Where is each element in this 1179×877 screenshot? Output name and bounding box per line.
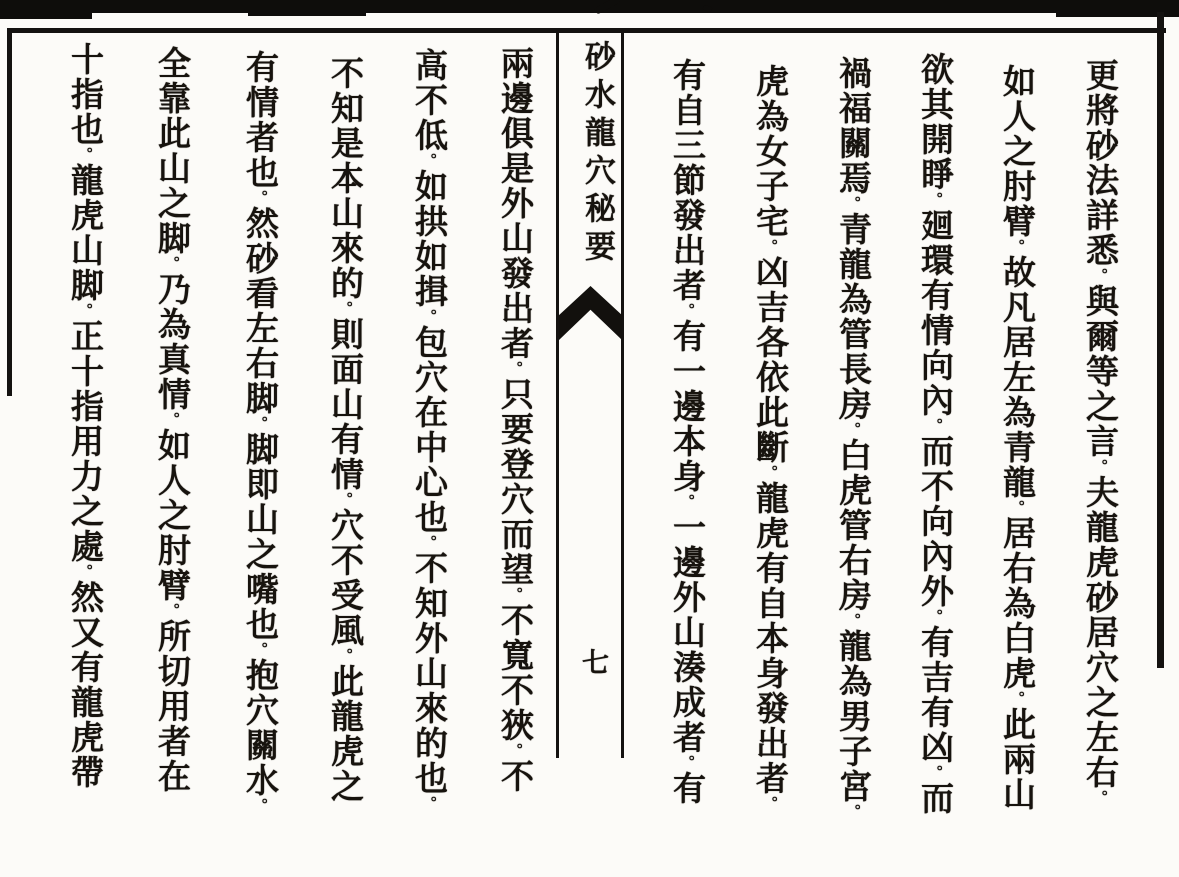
scan-edge-top [0,0,1179,13]
page-frame-left [7,28,12,396]
scan-edge-top-mid-blob [248,0,366,16]
book-title: 砂水龍穴秘要 [579,40,615,268]
page-frame-top [8,28,1166,33]
text-column: 更將砂法詳悉。與爾等之言。夫龍虎砂居穴之左右。 [1081,58,1120,806]
text-column: 兩邊俱是外山發出者。只要登穴而望。不寬不狹。不 [496,46,535,794]
text-column: 欲其開睜。廻環有情向內。而不向內外。有吉有凶。而 [916,52,955,816]
page-frame-right [1157,12,1164,668]
text-column: 全靠此山之脚。乃為真情。如人之肘臂。所切用者在 [153,46,192,794]
text-column: 不知是本山來的。則面山有情。穴不受風。此龍虎之 [326,56,365,804]
text-column: 有自三節發出者。有一邊本身。一邊外山湊成者。有 [668,58,707,806]
text-column: 禍福關焉。青龍為管長房。白虎管右房。龍為男子宮。 [834,56,873,820]
text-column: 如人之肘臂。故凡居左為青龍。居右為白虎。此兩山 [998,64,1037,812]
text-column: 有情者也。然砂看左右脚。脚即山之嘴也。抱穴關水。 [241,50,280,814]
fishtail-mark-icon [559,286,622,340]
text-column: 十指也。龍虎山脚。正十指用力之處。然又有龍虎帶 [66,42,105,790]
scan-edge-top-left-blob [0,0,92,19]
banxin-rule-left [556,30,559,758]
text-column: 高不低。如拱如揖。包穴在中心也。不知外山來的也。 [410,48,449,812]
folio-number: 七 [577,648,608,677]
text-column: 虎為女子宅。凶吉各依此斷。龍虎有自本身發出者。 [751,64,790,812]
banxin-rule-right [621,30,624,758]
